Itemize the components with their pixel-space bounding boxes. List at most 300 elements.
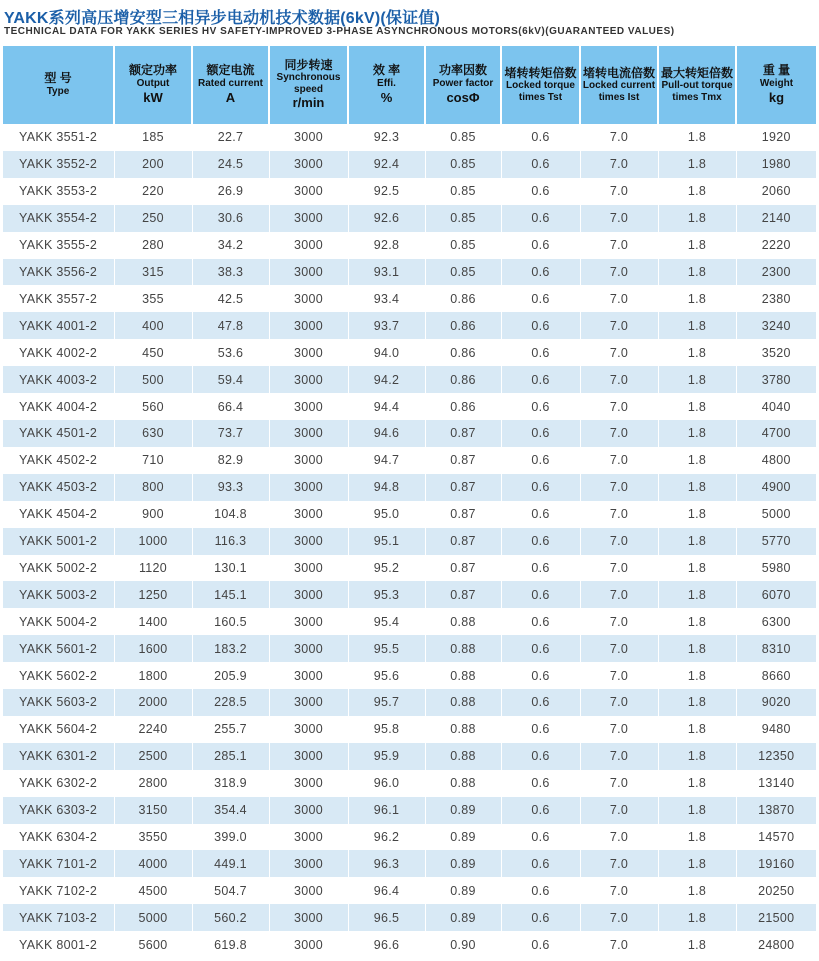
table-cell: 3000 bbox=[269, 285, 348, 312]
table-cell: 1920 bbox=[736, 124, 816, 151]
cell-type: YAKK 4003-2 bbox=[3, 366, 114, 393]
table-cell: 2500 bbox=[114, 743, 192, 770]
table-cell: 710 bbox=[114, 447, 192, 474]
table-cell: 0.6 bbox=[501, 312, 580, 339]
table-row bbox=[3, 205, 816, 232]
table-cell: 0.89 bbox=[425, 850, 501, 877]
column-header-cn: 重 量 bbox=[762, 63, 791, 78]
cell-type: YAKK 4004-2 bbox=[3, 393, 114, 420]
table-cell: 93.3 bbox=[192, 474, 269, 501]
table-cell: 0.85 bbox=[425, 151, 501, 178]
table-cell: 0.6 bbox=[501, 904, 580, 931]
table-cell: 3000 bbox=[269, 339, 348, 366]
table-cell: 30.6 bbox=[192, 205, 269, 232]
table-cell: 0.6 bbox=[501, 501, 580, 528]
cell-type: YAKK 3557-2 bbox=[3, 285, 114, 312]
table-row bbox=[3, 581, 816, 608]
table-cell: 1.8 bbox=[658, 662, 736, 689]
table-cell: 7.0 bbox=[580, 474, 658, 501]
table-row bbox=[3, 555, 816, 582]
table-cell: 0.87 bbox=[425, 474, 501, 501]
table-cell: 900 bbox=[114, 501, 192, 528]
table-cell: 0.6 bbox=[501, 797, 580, 824]
table-cell: 96.4 bbox=[348, 877, 425, 904]
table-cell: 1.8 bbox=[658, 366, 736, 393]
table-cell: 1.8 bbox=[658, 824, 736, 851]
table-cell: 3000 bbox=[269, 447, 348, 474]
table-row bbox=[3, 339, 816, 366]
table-cell: 1.8 bbox=[658, 555, 736, 582]
table-cell: 7.0 bbox=[580, 850, 658, 877]
table-cell: 2240 bbox=[114, 716, 192, 743]
table-cell: 13140 bbox=[736, 770, 816, 797]
table-cell: 0.86 bbox=[425, 339, 501, 366]
table-cell: 2380 bbox=[736, 285, 816, 312]
table-cell: 7.0 bbox=[580, 259, 658, 286]
table-cell: 0.6 bbox=[501, 555, 580, 582]
table-cell: 0.86 bbox=[425, 285, 501, 312]
cell-type: YAKK 6303-2 bbox=[3, 797, 114, 824]
table-cell: 619.8 bbox=[192, 931, 269, 958]
table-cell: 0.88 bbox=[425, 608, 501, 635]
table-cell: 2300 bbox=[736, 259, 816, 286]
column-header-unit: A bbox=[225, 89, 236, 105]
table-cell: 0.6 bbox=[501, 285, 580, 312]
table-cell: 3000 bbox=[269, 366, 348, 393]
column-header bbox=[3, 46, 114, 124]
cell-type: YAKK 5003-2 bbox=[3, 581, 114, 608]
cell-type: YAKK 5603-2 bbox=[3, 689, 114, 716]
column-header-en: Pull-out torque times Tmx bbox=[661, 80, 733, 103]
table-cell: 560 bbox=[114, 393, 192, 420]
table-cell: 6070 bbox=[736, 581, 816, 608]
column-header-en: Synchronous speed bbox=[276, 72, 341, 95]
table-cell: 3000 bbox=[269, 770, 348, 797]
table-cell: 3000 bbox=[269, 501, 348, 528]
table-cell: 0.88 bbox=[425, 770, 501, 797]
table-row bbox=[3, 850, 816, 877]
table-cell: 7.0 bbox=[580, 528, 658, 555]
table-cell: 34.2 bbox=[192, 232, 269, 259]
table-cell: 3000 bbox=[269, 474, 348, 501]
table-cell: 1120 bbox=[114, 555, 192, 582]
table-cell: 3000 bbox=[269, 824, 348, 851]
table-cell: 1.8 bbox=[658, 877, 736, 904]
table-cell: 47.8 bbox=[192, 312, 269, 339]
table-cell: 3780 bbox=[736, 366, 816, 393]
table-cell: 800 bbox=[114, 474, 192, 501]
table-cell: 0.6 bbox=[501, 662, 580, 689]
table-cell: 1.8 bbox=[658, 608, 736, 635]
table-cell: 96.5 bbox=[348, 904, 425, 931]
table-cell: 95.1 bbox=[348, 528, 425, 555]
column-header bbox=[269, 46, 348, 124]
table-cell: 7.0 bbox=[580, 393, 658, 420]
table-cell: 4800 bbox=[736, 447, 816, 474]
table-cell: 96.2 bbox=[348, 824, 425, 851]
table-cell: 504.7 bbox=[192, 877, 269, 904]
table-cell: 285.1 bbox=[192, 743, 269, 770]
table-cell: 0.89 bbox=[425, 877, 501, 904]
table-row bbox=[3, 259, 816, 286]
table-row bbox=[3, 689, 816, 716]
cell-type: YAKK 4503-2 bbox=[3, 474, 114, 501]
table-cell: 26.9 bbox=[192, 178, 269, 205]
table-row bbox=[3, 608, 816, 635]
table-cell: 1.8 bbox=[658, 339, 736, 366]
column-header bbox=[736, 46, 816, 124]
table-cell: 7.0 bbox=[580, 501, 658, 528]
table-cell: 5600 bbox=[114, 931, 192, 958]
table-row bbox=[3, 877, 816, 904]
table-row bbox=[3, 662, 816, 689]
column-header-unit: r/min bbox=[292, 95, 325, 111]
table-cell: 42.5 bbox=[192, 285, 269, 312]
table-cell: 7.0 bbox=[580, 931, 658, 958]
table-row bbox=[3, 178, 816, 205]
table-cell: 0.6 bbox=[501, 232, 580, 259]
table-cell: 0.87 bbox=[425, 581, 501, 608]
column-header-cn: 额定功率 bbox=[128, 63, 177, 78]
table-cell: 3000 bbox=[269, 393, 348, 420]
column-header-en: Effi. bbox=[377, 78, 396, 90]
table-cell: 3000 bbox=[269, 797, 348, 824]
cell-type: YAKK 3553-2 bbox=[3, 178, 114, 205]
table-cell: 0.6 bbox=[501, 366, 580, 393]
table-cell: 1.8 bbox=[658, 259, 736, 286]
column-header-cn: 堵转转矩倍数 bbox=[504, 65, 577, 80]
table-cell: 95.0 bbox=[348, 501, 425, 528]
table-cell: 560.2 bbox=[192, 904, 269, 931]
table-cell: 3000 bbox=[269, 931, 348, 958]
column-header-cn: 堵转电流倍数 bbox=[582, 65, 655, 80]
table-cell: 3000 bbox=[269, 259, 348, 286]
table-cell: 0.6 bbox=[501, 608, 580, 635]
table-cell: 9480 bbox=[736, 716, 816, 743]
table-cell: 0.85 bbox=[425, 232, 501, 259]
cell-type: YAKK 5001-2 bbox=[3, 528, 114, 555]
table-cell: 7.0 bbox=[580, 151, 658, 178]
cell-type: YAKK 6301-2 bbox=[3, 743, 114, 770]
table-cell: 3000 bbox=[269, 178, 348, 205]
table-cell: 7.0 bbox=[580, 420, 658, 447]
table-row bbox=[3, 232, 816, 259]
column-header-unit: % bbox=[380, 89, 393, 105]
table-cell: 0.6 bbox=[501, 877, 580, 904]
table-cell: 400 bbox=[114, 312, 192, 339]
table-cell: 116.3 bbox=[192, 528, 269, 555]
table-row bbox=[3, 285, 816, 312]
table-cell: 7.0 bbox=[580, 366, 658, 393]
table-cell: 95.7 bbox=[348, 689, 425, 716]
cell-type: YAKK 5004-2 bbox=[3, 608, 114, 635]
table-cell: 1.8 bbox=[658, 770, 736, 797]
table-cell: 7.0 bbox=[580, 770, 658, 797]
table-cell: 0.87 bbox=[425, 447, 501, 474]
table-cell: 1.8 bbox=[658, 689, 736, 716]
table-cell: 315 bbox=[114, 259, 192, 286]
table-cell: 0.87 bbox=[425, 528, 501, 555]
table-cell: 1.8 bbox=[658, 151, 736, 178]
column-header-cn: 额定电流 bbox=[206, 63, 255, 78]
table-row bbox=[3, 716, 816, 743]
table-cell: 19160 bbox=[736, 850, 816, 877]
table-cell: 5770 bbox=[736, 528, 816, 555]
table-cell: 1.8 bbox=[658, 850, 736, 877]
table-cell: 0.6 bbox=[501, 689, 580, 716]
table-cell: 3000 bbox=[269, 151, 348, 178]
table-cell: 3000 bbox=[269, 420, 348, 447]
table-cell: 95.8 bbox=[348, 716, 425, 743]
table-row bbox=[3, 447, 816, 474]
table-cell: 8660 bbox=[736, 662, 816, 689]
table-cell: 0.85 bbox=[425, 178, 501, 205]
table-cell: 1250 bbox=[114, 581, 192, 608]
table-cell: 205.9 bbox=[192, 662, 269, 689]
table-cell: 7.0 bbox=[580, 877, 658, 904]
table-cell: 130.1 bbox=[192, 555, 269, 582]
table-cell: 4500 bbox=[114, 877, 192, 904]
table-row bbox=[3, 635, 816, 662]
table-cell: 399.0 bbox=[192, 824, 269, 851]
table-cell: 24800 bbox=[736, 931, 816, 958]
column-header bbox=[192, 46, 269, 124]
table-cell: 1.8 bbox=[658, 581, 736, 608]
table-cell: 5980 bbox=[736, 555, 816, 582]
column-header bbox=[580, 46, 658, 124]
table-cell: 3000 bbox=[269, 743, 348, 770]
table-cell: 0.85 bbox=[425, 259, 501, 286]
table-cell: 1600 bbox=[114, 635, 192, 662]
table-row bbox=[3, 366, 816, 393]
table-cell: 0.86 bbox=[425, 393, 501, 420]
table-cell: 1.8 bbox=[658, 232, 736, 259]
table-row bbox=[3, 312, 816, 339]
table-cell: 6300 bbox=[736, 608, 816, 635]
table-cell: 280 bbox=[114, 232, 192, 259]
table-cell: 0.6 bbox=[501, 528, 580, 555]
column-header-en: Weight bbox=[759, 78, 794, 90]
table-cell: 0.6 bbox=[501, 743, 580, 770]
table-cell: 2060 bbox=[736, 178, 816, 205]
cell-type: YAKK 6302-2 bbox=[3, 770, 114, 797]
table-cell: 0.86 bbox=[425, 366, 501, 393]
table-cell: 7.0 bbox=[580, 312, 658, 339]
table-cell: 500 bbox=[114, 366, 192, 393]
table-cell: 3000 bbox=[269, 877, 348, 904]
table-cell: 0.85 bbox=[425, 124, 501, 151]
table-cell: 22.7 bbox=[192, 124, 269, 151]
table-cell: 1.8 bbox=[658, 797, 736, 824]
table-cell: 7.0 bbox=[580, 689, 658, 716]
table-cell: 5000 bbox=[114, 904, 192, 931]
table-cell: 255.7 bbox=[192, 716, 269, 743]
table-cell: 7.0 bbox=[580, 662, 658, 689]
table-cell: 1.8 bbox=[658, 420, 736, 447]
cell-type: YAKK 3552-2 bbox=[3, 151, 114, 178]
column-header bbox=[114, 46, 192, 124]
column-header-unit: cosΦ bbox=[446, 89, 480, 105]
table-cell: 7.0 bbox=[580, 635, 658, 662]
table-cell: 0.6 bbox=[501, 124, 580, 151]
table-cell: 95.4 bbox=[348, 608, 425, 635]
table-cell: 3000 bbox=[269, 904, 348, 931]
table-cell: 7.0 bbox=[580, 124, 658, 151]
table-cell: 228.5 bbox=[192, 689, 269, 716]
table-cell: 7.0 bbox=[580, 285, 658, 312]
table-cell: 0.6 bbox=[501, 178, 580, 205]
cell-type: YAKK 8001-2 bbox=[3, 931, 114, 958]
table-cell: 200 bbox=[114, 151, 192, 178]
table-cell: 1.8 bbox=[658, 205, 736, 232]
table-cell: 0.6 bbox=[501, 339, 580, 366]
table-cell: 0.87 bbox=[425, 501, 501, 528]
table-cell: 92.4 bbox=[348, 151, 425, 178]
table-cell: 7.0 bbox=[580, 555, 658, 582]
column-header-unit: kg bbox=[768, 89, 785, 105]
table-cell: 4000 bbox=[114, 850, 192, 877]
table-cell: 3000 bbox=[269, 232, 348, 259]
table-cell: 94.2 bbox=[348, 366, 425, 393]
cell-type: YAKK 7102-2 bbox=[3, 877, 114, 904]
table-cell: 38.3 bbox=[192, 259, 269, 286]
table-cell: 3000 bbox=[269, 124, 348, 151]
table-body bbox=[3, 124, 816, 958]
cell-type: YAKK 3556-2 bbox=[3, 259, 114, 286]
cell-type: YAKK 4001-2 bbox=[3, 312, 114, 339]
table-row bbox=[3, 743, 816, 770]
table-cell: 3000 bbox=[269, 662, 348, 689]
table-cell: 1.8 bbox=[658, 931, 736, 958]
table-cell: 66.4 bbox=[192, 393, 269, 420]
table-cell: 94.4 bbox=[348, 393, 425, 420]
table-cell: 4700 bbox=[736, 420, 816, 447]
table-cell: 9020 bbox=[736, 689, 816, 716]
cell-type: YAKK 7101-2 bbox=[3, 850, 114, 877]
table-cell: 185 bbox=[114, 124, 192, 151]
table-cell: 7.0 bbox=[580, 178, 658, 205]
table-cell: 0.6 bbox=[501, 474, 580, 501]
table-cell: 14570 bbox=[736, 824, 816, 851]
column-header bbox=[501, 46, 580, 124]
table-cell: 318.9 bbox=[192, 770, 269, 797]
table-cell: 95.3 bbox=[348, 581, 425, 608]
table-cell: 449.1 bbox=[192, 850, 269, 877]
cell-type: YAKK 3551-2 bbox=[3, 124, 114, 151]
motor-data-table bbox=[3, 46, 816, 958]
table-cell: 96.3 bbox=[348, 850, 425, 877]
table-cell: 1400 bbox=[114, 608, 192, 635]
table-cell: 3000 bbox=[269, 689, 348, 716]
table-cell: 7.0 bbox=[580, 608, 658, 635]
column-header bbox=[348, 46, 425, 124]
table-cell: 1.8 bbox=[658, 743, 736, 770]
table-cell: 94.8 bbox=[348, 474, 425, 501]
table-cell: 0.85 bbox=[425, 205, 501, 232]
table-cell: 104.8 bbox=[192, 501, 269, 528]
table-cell: 3520 bbox=[736, 339, 816, 366]
cell-type: YAKK 4501-2 bbox=[3, 420, 114, 447]
table-cell: 0.6 bbox=[501, 824, 580, 851]
table-cell: 92.6 bbox=[348, 205, 425, 232]
table-cell: 3000 bbox=[269, 635, 348, 662]
cell-type: YAKK 5601-2 bbox=[3, 635, 114, 662]
table-cell: 0.6 bbox=[501, 151, 580, 178]
table-cell: 7.0 bbox=[580, 447, 658, 474]
table-cell: 3000 bbox=[269, 528, 348, 555]
table-row bbox=[3, 904, 816, 931]
column-header-en: Locked torque times Tst bbox=[506, 80, 575, 103]
table-cell: 12350 bbox=[736, 743, 816, 770]
table-cell: 92.5 bbox=[348, 178, 425, 205]
table-cell: 1.8 bbox=[658, 528, 736, 555]
cell-type: YAKK 4502-2 bbox=[3, 447, 114, 474]
table-row bbox=[3, 824, 816, 851]
table-cell: 93.4 bbox=[348, 285, 425, 312]
table-cell: 220 bbox=[114, 178, 192, 205]
table-cell: 7.0 bbox=[580, 339, 658, 366]
table-cell: 20250 bbox=[736, 877, 816, 904]
table-row bbox=[3, 528, 816, 555]
table-cell: 3000 bbox=[269, 581, 348, 608]
table-row bbox=[3, 770, 816, 797]
cell-type: YAKK 5602-2 bbox=[3, 662, 114, 689]
table-cell: 0.6 bbox=[501, 205, 580, 232]
table-cell: 0.6 bbox=[501, 420, 580, 447]
table-cell: 1.8 bbox=[658, 393, 736, 420]
table-row bbox=[3, 474, 816, 501]
table-cell: 0.88 bbox=[425, 635, 501, 662]
table-cell: 4900 bbox=[736, 474, 816, 501]
table-cell: 2800 bbox=[114, 770, 192, 797]
table-cell: 3000 bbox=[269, 716, 348, 743]
table-cell: 7.0 bbox=[580, 581, 658, 608]
table-cell: 1.8 bbox=[658, 285, 736, 312]
table-cell: 0.89 bbox=[425, 824, 501, 851]
table-cell: 0.86 bbox=[425, 312, 501, 339]
table-cell: 95.6 bbox=[348, 662, 425, 689]
table-row bbox=[3, 393, 816, 420]
page-title: YAKK系列高压增安型三相异步电动机技术数据(6kV)(保证值) bbox=[4, 10, 441, 27]
table-cell: 93.1 bbox=[348, 259, 425, 286]
table-cell: 8310 bbox=[736, 635, 816, 662]
table-cell: 1.8 bbox=[658, 312, 736, 339]
table-cell: 0.88 bbox=[425, 689, 501, 716]
column-header-en: Rated current bbox=[197, 78, 263, 90]
table-row bbox=[3, 501, 816, 528]
table-cell: 3000 bbox=[269, 555, 348, 582]
table-cell: 4040 bbox=[736, 393, 816, 420]
column-header-en: Power factor bbox=[432, 78, 494, 90]
table-cell: 160.5 bbox=[192, 608, 269, 635]
table-cell: 0.89 bbox=[425, 797, 501, 824]
table-cell: 2140 bbox=[736, 205, 816, 232]
table-cell: 1.8 bbox=[658, 501, 736, 528]
table-cell: 7.0 bbox=[580, 743, 658, 770]
cell-type: YAKK 7103-2 bbox=[3, 904, 114, 931]
table-cell: 1980 bbox=[736, 151, 816, 178]
table-cell: 94.0 bbox=[348, 339, 425, 366]
table-cell: 145.1 bbox=[192, 581, 269, 608]
table-row bbox=[3, 797, 816, 824]
table-cell: 0.6 bbox=[501, 393, 580, 420]
table-cell: 3000 bbox=[269, 205, 348, 232]
table-cell: 2220 bbox=[736, 232, 816, 259]
table-cell: 21500 bbox=[736, 904, 816, 931]
table-cell: 1.8 bbox=[658, 474, 736, 501]
table-row bbox=[3, 151, 816, 178]
table-cell: 7.0 bbox=[580, 232, 658, 259]
